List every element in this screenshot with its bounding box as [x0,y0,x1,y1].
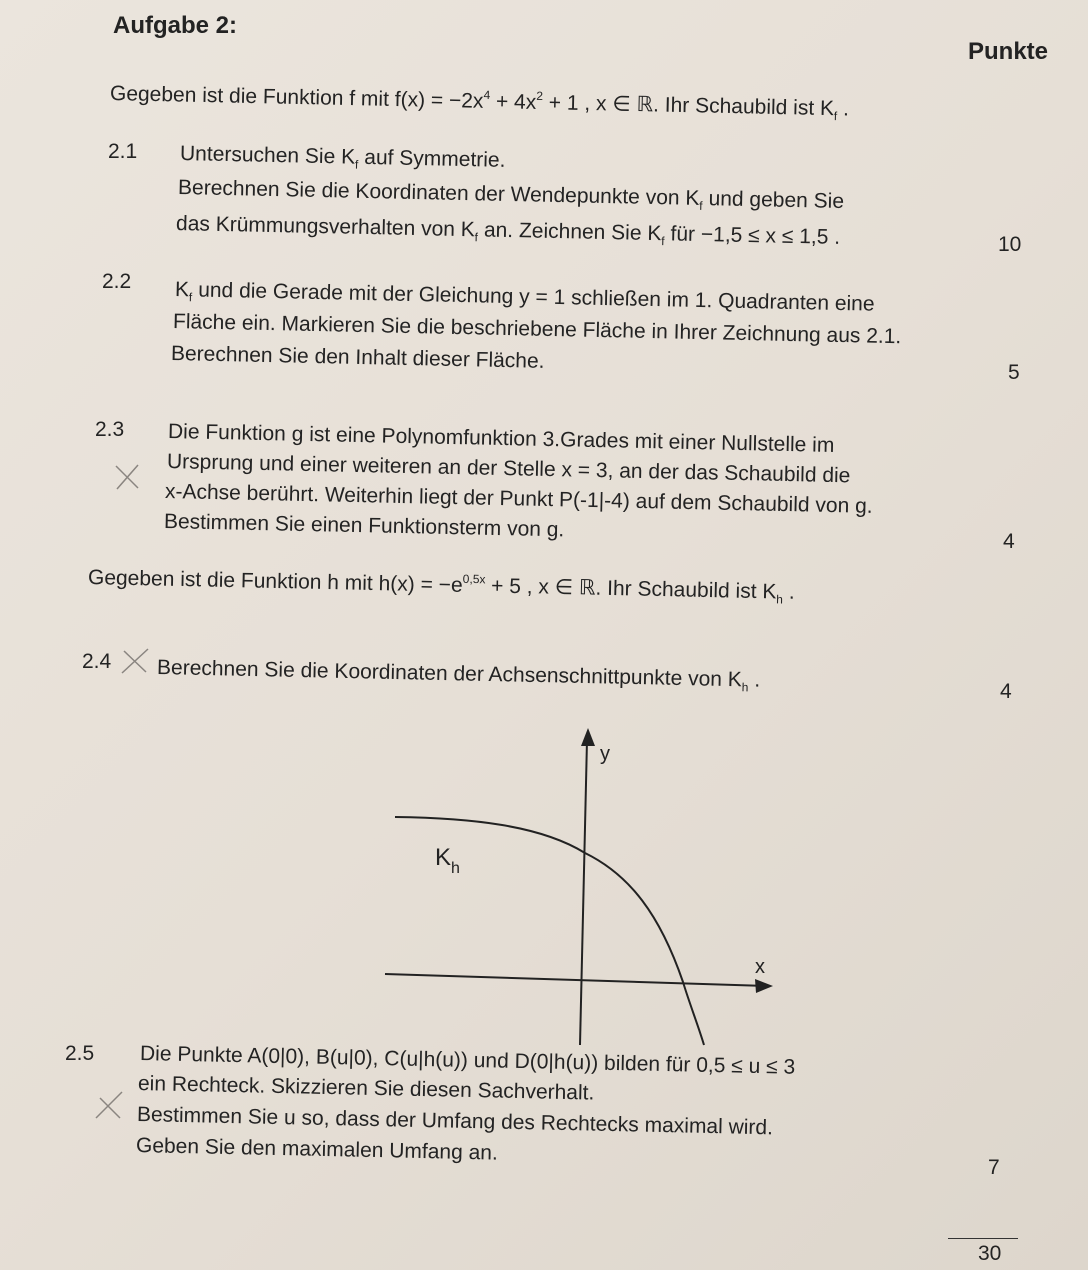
text-segment: an. Zeichnen Sie K [477,218,662,246]
intro-function-h [88,564,795,607]
exercise-title: Aufgabe 2: [113,12,238,39]
text-segment: . [748,668,761,692]
text-segment: + 1 , x ∈ ℝ. Ihr Schaubild ist K [542,91,835,121]
task-number: 2.4 [82,650,112,673]
text-segment: Gegeben ist die Funktion f mit f(x) = −2x [109,82,484,113]
superscript: 4 [483,87,491,102]
text-segment: Bestimmen Sie einen Funktionsterm von g. [163,510,565,542]
task-points: 10 [998,233,1022,256]
task-points: 7 [988,1156,1000,1179]
x-axis-label: x [755,956,765,978]
superscript: 2 [536,88,544,104]
text-segment: + 4x [489,89,537,114]
task-points: 4 [1000,680,1012,703]
text-segment: Die Funktion g ist eine Polynomfunktion 3.Grades mit einer Nullstelle im [167,420,835,457]
subscript: h [776,592,784,607]
subscript: f [833,109,838,124]
text-segment: Untersuchen Sie K [179,142,356,169]
text-segment: auf Symmetrie. [358,145,506,172]
text-segment: Die Punkte A(0|0), B(u|0), C(u|h(u)) und D(0|h(u)) bilden für 0,5 ≤ u ≤ 3 [139,1042,796,1079]
pencil-cross-mark-icon [92,1088,126,1122]
points-header: Punkte [968,38,1049,65]
task-line [138,1072,595,1106]
text-segment: Gegeben ist die Funktion h mit h(x) = −e [87,566,463,597]
task-line [180,142,506,175]
text-segment: Berechnen Sie die Koordinaten der Achsenschnittpunkte von K [156,656,743,692]
text-segment: . [782,580,795,604]
text-segment: und die Gerade mit der Gleichung y = 1 schließen im 1. Quadranten eine [192,278,875,316]
text-segment: und geben Sie [702,186,845,213]
text-segment: + 5 , x ∈ ℝ. Ihr Schaubild ist K [485,574,777,604]
task-number: 2.3 [95,418,125,441]
y-axis [580,740,587,1045]
subscript: f [354,157,359,172]
y-axis-label: y [600,743,610,765]
total-points: 30 [978,1242,1002,1265]
subscript: f [699,198,703,213]
task-line [137,1103,773,1140]
pencil-cross-mark-icon [112,462,142,492]
text-segment: . [837,97,850,121]
task-line [171,342,545,374]
text-segment: ein Rechteck. Skizzieren Sie diesen Sachverhalt. [137,1072,595,1105]
task-line [136,1134,498,1166]
curve-label [435,844,460,877]
task-points: 5 [1008,361,1020,384]
subscript: h [741,680,749,695]
task-line [178,176,845,216]
y-axis-arrow-icon [581,728,595,746]
x-axis [385,974,765,986]
text-segment: Ursprung und einer weiteren an der Stelle x = 3, an der das Schaubild die [166,450,851,488]
task-line [164,510,565,542]
task-number: 2.2 [102,270,132,293]
superscript: 0,5x [462,571,486,587]
x-axis-arrow-icon [755,979,773,993]
text-segment: K [174,278,190,302]
graph-of-h [380,720,800,1060]
text-segment: Geben Sie den maximalen Umfang an. [135,1134,499,1165]
task-line [157,656,761,695]
text-segment: Bestimmen Sie u so, dass der Umfang des Rechtecks maximal wird. [136,1103,774,1140]
curve-label-main: K [435,844,452,871]
text-segment: Fläche ein. Markieren Sie die beschriebene Fläche in Ihrer Zeichnung aus 2.1. [172,310,902,349]
text-segment: das Krümmungsverhalten von K [175,212,476,242]
text-segment: Berechnen Sie die Koordinaten der Wendepunkte von K [177,176,700,210]
total-divider [948,1238,1018,1239]
task-points: 4 [1003,530,1015,553]
text-segment: für −1,5 ≤ x ≤ 1,5 . [664,222,841,249]
curve-label-sub: h [451,860,460,877]
task-line [176,212,841,252]
subscript: f [474,230,479,245]
text-segment: x-Achse berührt. Weiterhin liegt der Punkt P(-1|-4) auf dem Schaubild von g. [164,480,873,518]
subscript: f [661,234,665,249]
pencil-cross-mark-icon [118,645,152,677]
task-number: 2.5 [65,1042,95,1065]
text-segment: Berechnen Sie den Inhalt dieser Fläche. [170,342,545,373]
subscript: f [188,290,193,305]
task-number: 2.1 [108,140,138,163]
intro-function-f [110,80,850,123]
